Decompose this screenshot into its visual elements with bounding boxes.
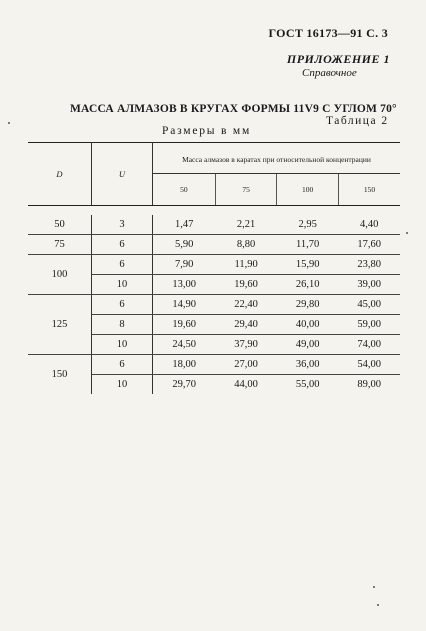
cell-mass: 45,00	[338, 295, 400, 315]
cell-mass: 27,00	[215, 355, 277, 375]
header-concentration: 75	[215, 174, 277, 206]
appendix-heading: ПРИЛОЖЕНИЕ 1	[286, 52, 390, 66]
header-mass-group: Масса алмазов в каратах при относительной концентрации	[153, 143, 401, 174]
cell-mass: 89,00	[357, 379, 381, 390]
cell-mass: 7,90	[153, 255, 216, 275]
cell-mass: 11,90	[215, 255, 277, 275]
cell-mass: 23,80	[338, 255, 400, 275]
cell-mass: 13,00	[153, 275, 216, 295]
cell-mass: 74,00	[338, 335, 400, 355]
cell-mass: 22,40	[215, 295, 277, 315]
cell-u: 10	[92, 275, 153, 295]
cell-mass: 24,50	[153, 335, 216, 355]
cell-mass: 40,00	[277, 315, 339, 335]
table-row	[28, 215, 400, 235]
cell-mass: 55,00	[295, 379, 320, 390]
appendix-note: Справочное	[302, 67, 357, 79]
cell-mass: 37,90	[215, 335, 277, 355]
cell-d: 100	[28, 255, 92, 295]
cell-mass: 4,40	[338, 215, 400, 235]
table-row	[28, 295, 400, 315]
cell-d: 50	[28, 215, 92, 235]
diamond-mass-table	[28, 142, 400, 394]
cell-mass: 44,00	[234, 379, 258, 390]
cell-u: 6	[92, 255, 153, 275]
cell-mass: 15,90	[277, 255, 339, 275]
cell-u: 8	[92, 315, 153, 335]
cell-mass: 8,80	[215, 235, 277, 255]
table-row	[28, 255, 400, 275]
cell-mass: 18,00	[153, 355, 216, 375]
cell-u: 6	[92, 235, 153, 255]
cell-u: 6	[92, 355, 153, 375]
table-row	[28, 355, 400, 375]
table-number: Таблица 2	[326, 115, 389, 127]
cell-mass: 59,00	[338, 315, 400, 335]
table-row	[28, 235, 400, 255]
cell-u: 6	[92, 295, 153, 315]
cell-mass: 2,95	[277, 215, 339, 235]
header-d: D	[28, 143, 92, 206]
cell-mass: 1,47	[153, 215, 216, 235]
cell-mass: 39,00	[338, 275, 400, 295]
header-concentration: 50	[153, 174, 216, 206]
cell-mass: 14,90	[153, 295, 216, 315]
cell-u: 10	[92, 375, 153, 395]
cell-u: 10	[92, 335, 153, 355]
cell-d: 150	[28, 355, 92, 395]
cell-u: 3	[92, 215, 153, 235]
cell-mass: 19,60	[153, 315, 216, 335]
cell-mass: 2,21	[215, 215, 277, 235]
standard-reference: ГОСТ 16173—91 С. 3	[268, 26, 388, 40]
cell-d: 75	[28, 235, 92, 255]
cell-mass: 36,00	[277, 355, 339, 375]
cell-mass: 29,80	[277, 295, 339, 315]
document-title: МАССА АЛМАЗОВ В КРУГАХ ФОРМЫ 11V9 С УГЛОМ 70°	[70, 103, 397, 115]
cell-mass: 29,40	[215, 315, 277, 335]
scan-speck	[8, 122, 10, 124]
scan-speck	[406, 232, 408, 234]
cell-mass: 17,60	[338, 235, 400, 255]
cell-d: 125	[28, 295, 92, 355]
cell-mass: 29,70	[172, 379, 196, 390]
header-concentration: 150	[338, 174, 400, 206]
cell-mass: 11,70	[277, 235, 339, 255]
cell-mass: 5,90	[153, 235, 216, 255]
scan-speck	[373, 586, 375, 588]
cell-mass: 54,00	[338, 355, 400, 375]
units-note: Размеры в мм	[162, 125, 252, 137]
header-concentration: 100	[277, 174, 339, 206]
cell-mass: 26,10	[277, 275, 339, 295]
cell-mass: 49,00	[277, 335, 339, 355]
cell-mass: 19,60	[215, 275, 277, 295]
scan-speck	[377, 604, 379, 606]
header-u: U	[92, 143, 153, 206]
